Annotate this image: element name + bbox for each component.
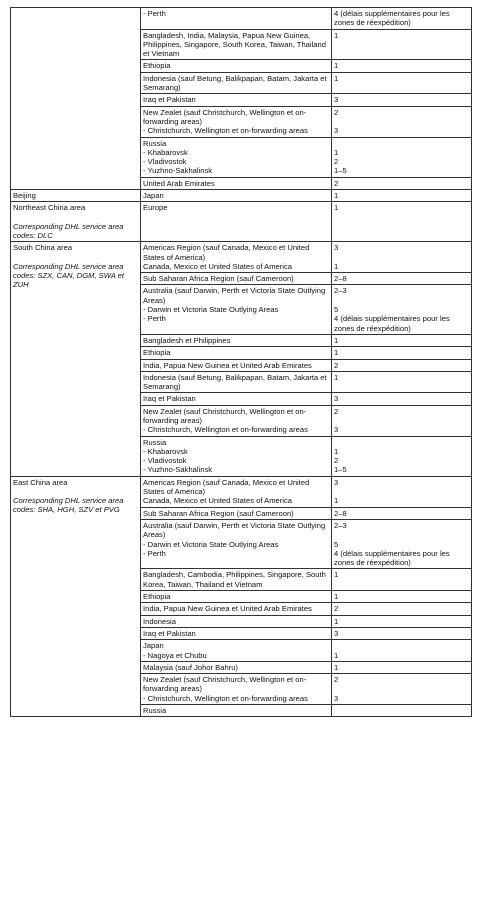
- destination-line: Russia: [143, 138, 167, 148]
- destination-cell: [141, 285, 332, 334]
- destination-cell: [141, 519, 332, 568]
- destination-line: Iraq et Pakistan: [143, 628, 196, 638]
- transit-time: 2–3: [334, 286, 347, 296]
- transit-time: 2: [334, 406, 339, 416]
- transit-time: 3: [334, 243, 339, 253]
- destination-line: India, Papua New Guinea et United Arab Emirates: [143, 604, 312, 614]
- destination-line: - Khabarovsk: [143, 446, 188, 456]
- transit-time: 1: [334, 30, 339, 40]
- destination-cell: [141, 137, 332, 177]
- destination-cell: [141, 569, 332, 591]
- destination-cell: [141, 476, 332, 507]
- table-row: [11, 8, 472, 30]
- destination-line: New Zealet (sauf Christchurch, Wellington et on-forwarding areas): [143, 107, 307, 126]
- destination-line: Indonesia (sauf Betung, Balikpapan, Batam, Jakarta et Semarang): [143, 73, 329, 93]
- table-row: [11, 476, 472, 507]
- origin-cell: [11, 8, 141, 190]
- transit-time: 3: [334, 693, 339, 703]
- destination-cell: [141, 661, 332, 673]
- transit-time-cell: [332, 72, 472, 94]
- transit-time-cell: [332, 359, 472, 371]
- transit-time: 2: [334, 360, 339, 370]
- transit-time-cell: [332, 190, 472, 202]
- destination-cell: [141, 640, 332, 662]
- transit-time: 4 (délais supplémentaires pour les zones de réexpédition): [334, 314, 452, 333]
- transit-time: 2: [334, 178, 339, 188]
- transit-time: 1: [334, 261, 339, 271]
- transit-time: 1: [334, 147, 339, 157]
- transit-time-cell: [332, 177, 472, 189]
- destination-line: - Khabarovsk: [143, 147, 188, 157]
- destination-line: New Zealet (sauf Christchurch, Wellington et on-forwarding areas): [143, 675, 307, 694]
- origin-title: Northeast China area: [13, 203, 86, 213]
- transit-time-cell: [332, 8, 472, 30]
- transit-time-cell: [332, 436, 472, 476]
- destination-cell: [141, 405, 332, 436]
- destination-line: Bangladesh, India, Malaysia, Papua New Guinea, Philippines, Singapore, South Korea, Taiwan, Thailand et Vietnam: [143, 30, 329, 59]
- destination-line: Sub Saharan Africa Region (sauf Cameroon): [143, 508, 294, 518]
- destination-line: - Perth: [143, 314, 166, 324]
- transit-time-table: [10, 7, 471, 717]
- destination-line: Americas Region (sauf Canada, Mexico et United States of America): [143, 243, 312, 262]
- destination-line: Iraq et Pakistan: [143, 95, 196, 105]
- destination-line: - Christchurch, Wellington et on-forwarding areas: [143, 126, 308, 136]
- destination-line: Sub Saharan Africa Region (sauf Cameroon): [143, 274, 294, 284]
- transit-time: 1: [334, 335, 339, 345]
- transit-time-cell: [332, 591, 472, 603]
- destination-line: Indonesia: [143, 616, 176, 626]
- origin-note: Corresponding DHL service area codes: SZX, CAN, DGM, SWA et ZUH: [13, 261, 127, 290]
- destination-cell: [141, 94, 332, 106]
- transit-time-cell: [332, 285, 472, 334]
- destination-line: Iraq et Pakistan: [143, 394, 196, 404]
- transit-time-cell: [332, 640, 472, 662]
- transit-time: 5: [334, 539, 339, 549]
- destination-cell: [141, 202, 332, 242]
- transit-time-cell: [332, 393, 472, 405]
- origin-note: Corresponding DHL service area codes: DLC: [13, 221, 126, 240]
- destination-line: Japan: [143, 191, 164, 201]
- destination-line: Canada, Mexico et United States of America: [143, 496, 292, 506]
- transit-time: 3: [334, 477, 339, 487]
- destination-line: - Darwin et Victoria State Outlying Areas: [143, 305, 279, 315]
- origin-title: South China area: [13, 243, 73, 253]
- destination-line: Japan: [143, 641, 164, 651]
- origin-cell: [11, 202, 141, 242]
- transit-time-cell: [332, 60, 472, 72]
- destination-line: Russia: [143, 437, 167, 447]
- transit-time-cell: [332, 242, 472, 273]
- destination-line: Ethiopia: [143, 348, 171, 358]
- destination-cell: [141, 60, 332, 72]
- transit-time: 1–5: [334, 166, 347, 176]
- table-row: [11, 242, 472, 273]
- destination-line: Bangladesh, Cambodia, Philippines, Singapore, South Korea, Taiwan, Thailand et Vietnam: [143, 570, 328, 589]
- destination-line: Europe: [143, 203, 168, 213]
- destination-line: - Christchurch, Wellington et on-forwarding areas: [143, 693, 308, 703]
- destination-line: Australia (sauf Darwin, Perth et Victoria State Outlying Areas): [143, 286, 327, 305]
- origin-cell: [11, 476, 141, 717]
- destination-cell: [141, 334, 332, 346]
- transit-time-cell: [332, 661, 472, 673]
- transit-time: 2: [334, 456, 339, 466]
- transit-time: 1: [334, 61, 339, 71]
- destination-line: - Yuzhno-Sakhalinsk: [143, 465, 213, 475]
- destination-cell: [141, 615, 332, 627]
- transit-time: 2: [334, 604, 339, 614]
- destination-cell: [141, 72, 332, 94]
- transit-time-cell: [332, 334, 472, 346]
- transit-time: 2: [334, 107, 339, 117]
- transit-time: 2–8: [334, 274, 347, 284]
- destination-cell: [141, 190, 332, 202]
- destination-line: Canada, Mexico et United States of America: [143, 261, 292, 271]
- origin-note: Corresponding DHL service area codes: SHA, HGH, SZV et PVG: [13, 496, 126, 515]
- destination-cell: [141, 29, 332, 60]
- destination-line: - Vladivostok: [143, 456, 187, 466]
- destination-cell: [141, 347, 332, 359]
- destination-line: - Perth: [143, 9, 166, 18]
- destination-cell: [141, 273, 332, 285]
- transit-time: 1: [334, 650, 339, 660]
- transit-time-cell: [332, 519, 472, 568]
- transit-time: 2: [334, 157, 339, 167]
- transit-time: 1: [334, 616, 339, 626]
- table-body: [11, 8, 472, 717]
- destination-line: - Christchurch, Wellington et on-forwarding areas: [143, 425, 308, 435]
- destination-cell: [141, 507, 332, 519]
- destination-line: United Arab Emirates: [143, 178, 215, 188]
- destination-cell: [141, 177, 332, 189]
- origin-title: East China area: [13, 477, 68, 487]
- transit-time-cell: [332, 569, 472, 591]
- destination-line: Bangladesh et Philippines: [143, 335, 231, 345]
- transit-time: 2–3: [334, 520, 347, 530]
- table: [10, 7, 472, 717]
- transit-time-cell: [332, 273, 472, 285]
- destination-cell: [141, 8, 332, 30]
- destination-line: India, Papua New Guinea et United Arab Emirates: [143, 360, 312, 370]
- transit-time: 1: [334, 203, 339, 213]
- transit-time: 5: [334, 305, 339, 315]
- destination-cell: [141, 436, 332, 476]
- transit-time: 1: [334, 592, 339, 602]
- transit-time: 1: [334, 496, 339, 506]
- destination-line: - Vladivostok: [143, 157, 187, 167]
- origin-cell: [11, 242, 141, 477]
- destination-cell: [141, 242, 332, 273]
- destination-cell: [141, 705, 332, 717]
- destination-line: New Zealet (sauf Christchurch, Wellington et on-forwarding areas): [143, 406, 307, 425]
- transit-time-cell: [332, 347, 472, 359]
- transit-time-cell: [332, 137, 472, 177]
- transit-time: 1: [334, 662, 339, 672]
- transit-time: 4 (délais supplémentaires pour les zones de réexpédition): [334, 548, 452, 568]
- transit-time-cell: [332, 29, 472, 60]
- transit-time: 1–5: [334, 465, 347, 475]
- transit-time-cell: [332, 507, 472, 519]
- transit-time-cell: [332, 603, 472, 615]
- destination-line: - Yuzhno-Sakhalinsk: [143, 166, 213, 176]
- destination-line: - Darwin et Victoria State Outlying Areas: [143, 539, 279, 549]
- transit-time: 1: [334, 348, 339, 358]
- transit-time-cell: [332, 106, 472, 137]
- destination-line: Malaysia (sauf Johor Bahru): [143, 662, 238, 672]
- transit-time: 1: [334, 191, 339, 201]
- destination-cell: [141, 106, 332, 137]
- transit-time-cell: [332, 615, 472, 627]
- destination-cell: [141, 627, 332, 639]
- destination-cell: [141, 371, 332, 393]
- transit-time: 1: [334, 73, 339, 83]
- transit-time: 3: [334, 394, 339, 404]
- destination-cell: [141, 603, 332, 615]
- destination-line: Indonesia (sauf Betung, Balikpapan, Batam, Jakarta et Semarang): [143, 372, 329, 392]
- transit-time-cell: [332, 705, 472, 717]
- transit-time: 1: [334, 372, 339, 382]
- destination-line: Ethiopia: [143, 61, 171, 71]
- transit-time-cell: [332, 371, 472, 393]
- transit-time-cell: [332, 627, 472, 639]
- origin-title: Beijing: [13, 191, 36, 201]
- transit-time: 3: [334, 628, 339, 638]
- transit-time: 3: [334, 126, 339, 136]
- destination-cell: [141, 674, 332, 705]
- destination-cell: [141, 359, 332, 371]
- transit-time: 3: [334, 425, 339, 435]
- transit-time-cell: [332, 202, 472, 242]
- destination-line: Russia: [143, 706, 167, 715]
- transit-time: 2–8: [334, 508, 347, 518]
- origin-cell: [11, 190, 141, 202]
- transit-time: 4 (délais supplémentaires pour les zones de réexpédition): [334, 9, 452, 28]
- table-row: [11, 202, 472, 242]
- transit-time: 2: [334, 675, 339, 685]
- transit-time: 1: [334, 570, 339, 580]
- destination-cell: [141, 591, 332, 603]
- transit-time: 1: [334, 446, 339, 456]
- transit-time-cell: [332, 476, 472, 507]
- table-row: [11, 190, 472, 202]
- destination-cell: [141, 393, 332, 405]
- destination-line: - Perth: [143, 548, 166, 558]
- transit-time: 3: [334, 95, 339, 105]
- destination-line: Ethiopia: [143, 592, 171, 602]
- destination-line: Australia (sauf Darwin, Perth et Victoria State Outlying Areas): [143, 520, 327, 540]
- destination-line: Americas Region (sauf Canada, Mexico et United States of America): [143, 477, 312, 497]
- transit-time-cell: [332, 405, 472, 436]
- transit-time-cell: [332, 674, 472, 705]
- transit-time-cell: [332, 94, 472, 106]
- destination-line: - Nagoya et Chubu: [143, 650, 207, 660]
